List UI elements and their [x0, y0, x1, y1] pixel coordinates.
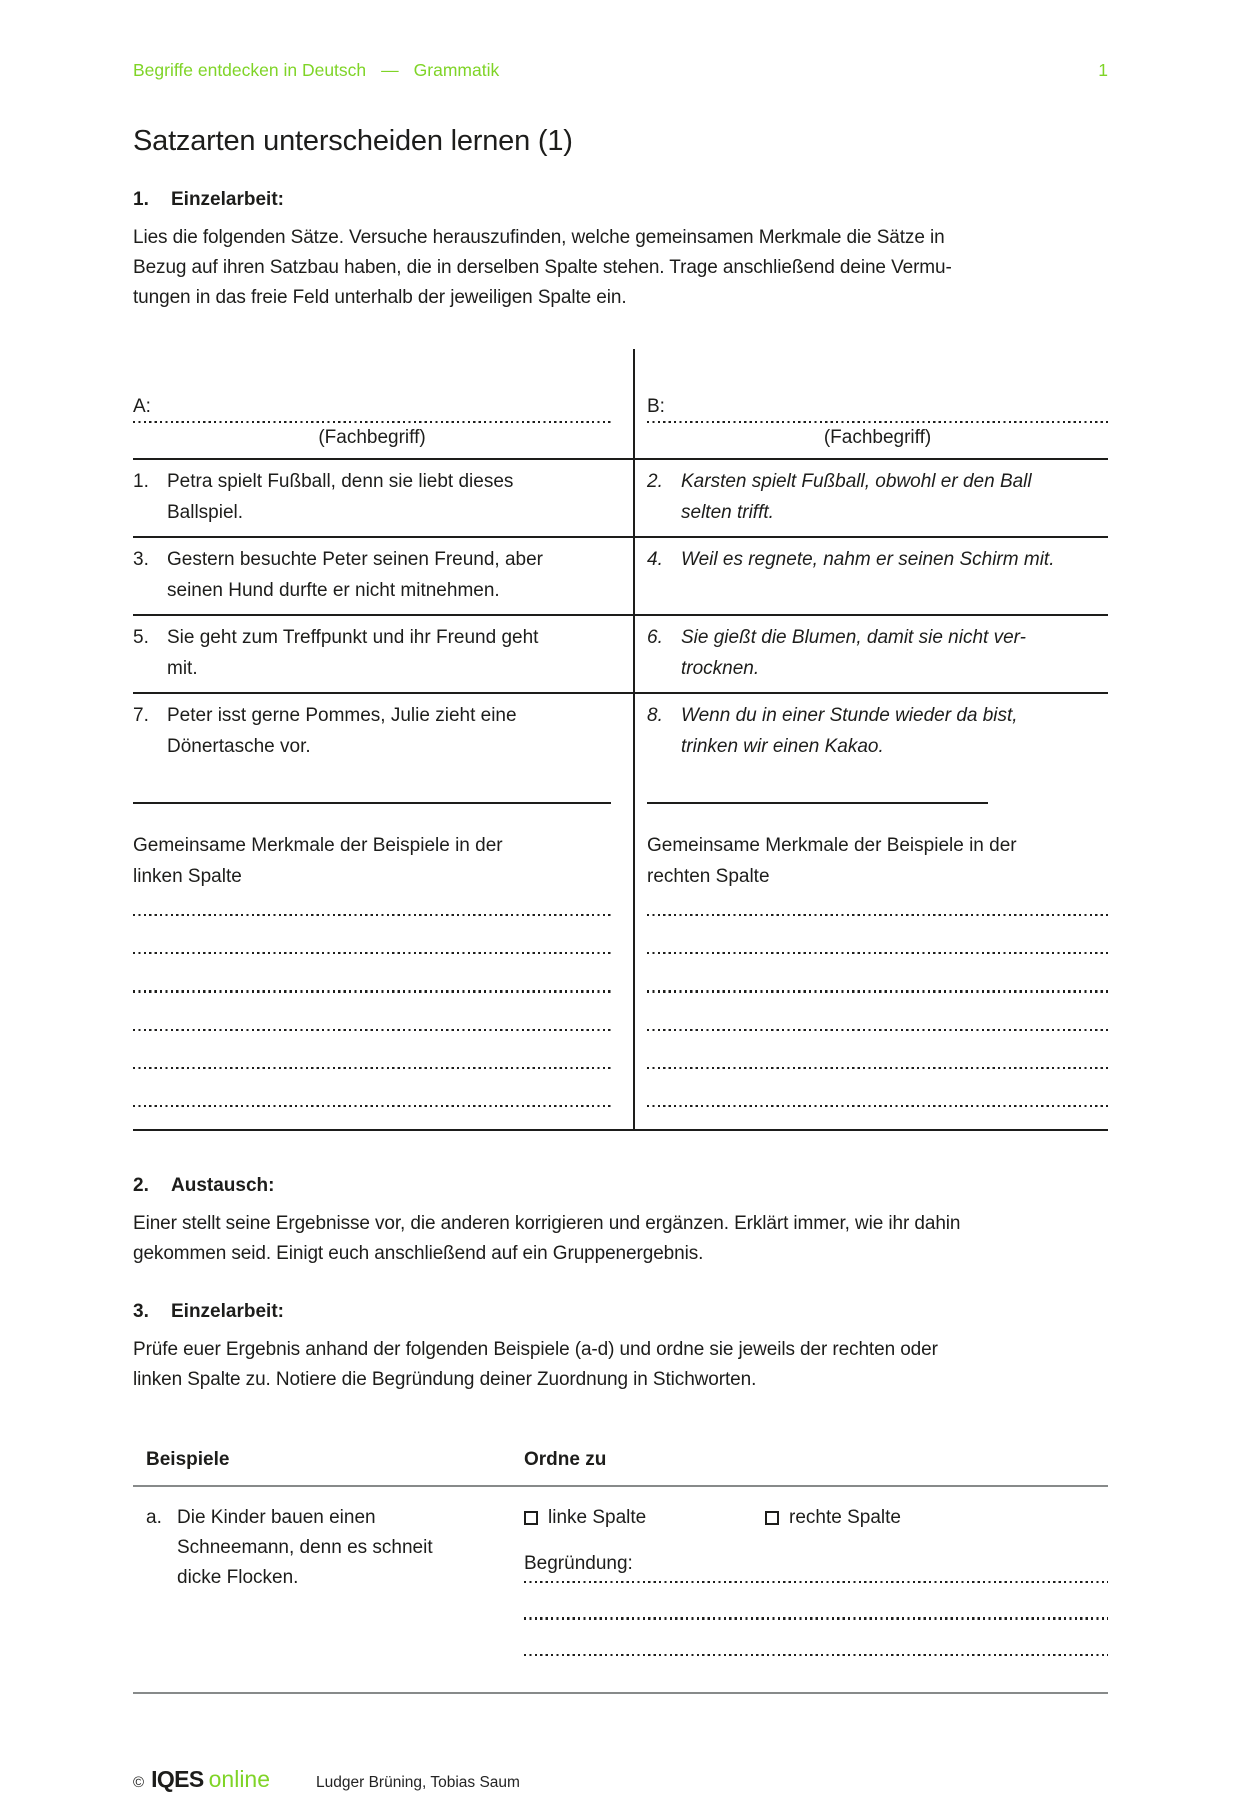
- writing-area-left: [133, 898, 633, 1129]
- merkmale-heading-left: [133, 810, 633, 898]
- begruendung-label: Begründung:: [524, 1553, 633, 1575]
- column-b-header: [633, 349, 1108, 423]
- copyright-symbol: ©: [133, 1773, 145, 1791]
- authors: Ludger Brüning, Tobias Saum: [316, 1773, 520, 1791]
- writing-line: [647, 990, 1108, 992]
- text-line: linken Spalte zu. Notiere die Begründung deiner Zuordnung in Stichworten.: [133, 1369, 757, 1391]
- text-line: Karsten spielt Fußball, obwohl er den Ball: [681, 471, 1032, 492]
- sentence-text: [681, 700, 1108, 762]
- task-2-heading: [133, 1171, 1108, 1201]
- text-line: Gemeinsame Merkmale der Beispiele in der: [647, 835, 1017, 856]
- sentence-row: [133, 694, 1108, 792]
- iqes-logo: IQES: [151, 1765, 204, 1792]
- task-label: Einzelarbeit:: [171, 189, 284, 210]
- writing-area-row: [133, 898, 1108, 1129]
- text-line: Ballspiel.: [167, 502, 244, 523]
- sentence-text: [681, 622, 1108, 684]
- writing-line: [133, 990, 611, 992]
- sentence-cell-left: [133, 538, 633, 614]
- option-linke-spalte[interactable]: [524, 1503, 765, 1533]
- text-line: rechten Spalte: [647, 866, 770, 887]
- sentence-number: 5.: [133, 627, 149, 648]
- text-line: Einer stellt seine Ergebnisse vor, die anderen korrigieren und ergänzen. Erklärt immer, wie ihr dahin: [133, 1213, 961, 1235]
- sentence-text: [681, 466, 1108, 528]
- sentence-cell-right: [633, 538, 1108, 614]
- header-subject: Begriffe entdecken in Deutsch: [133, 60, 367, 80]
- writing-line: [647, 1105, 1108, 1107]
- sentence-cell-right: [633, 694, 1108, 792]
- example-letter: a.: [146, 1507, 162, 1529]
- sentence-number: 4.: [647, 549, 663, 570]
- checkbox-rechte-spalte[interactable]: [765, 1511, 779, 1525]
- fachbegriff-caption-b: (Fachbegriff): [633, 423, 1108, 458]
- header-topic: Grammatik: [413, 60, 500, 80]
- text-line: gekommen seid. Einigt euch anschließend auf ein Gruppenergebnis.: [133, 1243, 704, 1265]
- task-number: 1.: [133, 189, 149, 210]
- text-line: tungen in das freie Feld unterhalb der jeweiligen Spalte ein.: [133, 287, 627, 308]
- begruendung-extra-lines: [524, 1617, 1108, 1655]
- option-rechte-spalte[interactable]: [765, 1503, 901, 1533]
- begruendung-block: [524, 1549, 1108, 1583]
- sentence-row: [133, 460, 1108, 538]
- checkbox-row: [524, 1503, 1108, 1533]
- checkbox-label: linke Spalte: [548, 1507, 647, 1529]
- writing-line: [133, 1029, 611, 1031]
- assignment-table-header: [133, 1447, 1108, 1487]
- merkmale-heading-row: [133, 810, 1108, 898]
- text-line: Wenn du in einer Stunde wieder da bist,: [681, 705, 1018, 726]
- right-separator-line: [647, 802, 988, 804]
- sentence-text: [167, 700, 611, 762]
- sentence-cell-left: [133, 694, 633, 792]
- assignment-row-a: [133, 1487, 1108, 1692]
- iqes-logo-online: online: [208, 1765, 271, 1792]
- text-line: linken Spalte: [133, 866, 242, 887]
- writing-line: [524, 1617, 1108, 1619]
- sentence-row: [133, 616, 1108, 694]
- text-line: Gemeinsame Merkmale der Beispiele in der: [133, 835, 503, 856]
- text-line: seinen Hund durfte er nicht mitnehmen.: [167, 580, 500, 601]
- sentence-number: 2.: [647, 471, 663, 492]
- writing-line: [647, 952, 1108, 954]
- compare-table: [133, 349, 1108, 1131]
- task-3-heading: [133, 1297, 1108, 1327]
- fachbegriff-caption-a: (Fachbegriff): [318, 427, 426, 448]
- separator-row: [133, 792, 1108, 810]
- text-line: Weil es regnete, nahm er seinen Schirm mit.: [681, 549, 1055, 570]
- sentence-cell-right: [633, 460, 1108, 536]
- sentence-rows: [133, 460, 1108, 792]
- assignment-answer-area: [524, 1503, 1108, 1656]
- text-line: Lies die folgenden Sätze. Versuche herauszufinden, welche gemeinsamen Merkmale die Sätze in: [133, 227, 945, 248]
- header-dash: —: [381, 60, 399, 80]
- column-a-header: [133, 349, 633, 423]
- sentence-text: [681, 544, 1108, 606]
- text-line: Peter isst gerne Pommes, Julie zieht eine: [167, 705, 517, 726]
- column-b-label: B:: [647, 395, 665, 417]
- writing-line: [647, 914, 1108, 916]
- column-a-label: A:: [133, 395, 151, 417]
- text-line: Sie gießt die Blumen, damit sie nicht ver-: [681, 627, 1026, 648]
- text-line: Gestern besuchte Peter seinen Freund, aber: [167, 549, 544, 570]
- text-line: trocknen.: [681, 658, 760, 679]
- writing-line: [133, 952, 611, 954]
- task-1-heading: [133, 185, 1108, 215]
- writing-line: [133, 1105, 611, 1107]
- text-line: dicke Flocken.: [177, 1567, 299, 1589]
- task-1-instructions: [133, 223, 1108, 313]
- examples-column-header: Beispiele: [146, 1449, 230, 1471]
- text-line: Die Kinder bauen einen: [177, 1507, 376, 1529]
- text-line: Schneemann, denn es schneit: [177, 1537, 433, 1559]
- worksheet-title: Satzarten unterscheiden lernen (1): [133, 125, 573, 157]
- sentence-text: [167, 466, 611, 528]
- task-number: 3.: [133, 1301, 149, 1323]
- text-line: Dönertasche vor.: [167, 736, 311, 757]
- header-course-title: [133, 60, 499, 81]
- text-line: Prüfe euer Ergebnis anhand der folgenden Beispiele (a-d) und ordne sie jeweils der rechten oder: [133, 1339, 938, 1361]
- assign-column-header: Ordne zu: [524, 1449, 607, 1471]
- sentence-number: 7.: [133, 705, 149, 726]
- text-line: Bezug auf ihren Satzbau haben, die in derselben Spalte stehen. Trage anschließend deine Vermu-: [133, 257, 952, 278]
- left-separator-line: [133, 802, 611, 804]
- sentence-row: [133, 538, 1108, 616]
- sentence-text: [167, 622, 611, 684]
- sentence-number: 3.: [133, 549, 149, 570]
- begruendung-line: [524, 1581, 1108, 1583]
- checkbox-linke-spalte[interactable]: [524, 1511, 538, 1525]
- sentence-cell-left: [133, 460, 633, 536]
- sentence-number: 8.: [647, 705, 663, 726]
- example-text: [177, 1503, 433, 1656]
- writing-line: [647, 1067, 1108, 1069]
- task-label: Einzelarbeit:: [171, 1301, 284, 1323]
- text-line: Sie geht zum Treffpunkt und ihr Freund geht: [167, 627, 539, 648]
- page-footer: [133, 1766, 1108, 1793]
- text-line: Petra spielt Fußball, denn sie liebt dieses: [167, 471, 514, 492]
- worksheet-page: [133, 0, 1108, 1793]
- writing-line: [524, 1654, 1108, 1656]
- writing-line: [647, 1029, 1108, 1031]
- text-line: mit.: [167, 658, 198, 679]
- writing-line: [133, 914, 611, 916]
- merkmale-heading-right: [633, 810, 1108, 898]
- sentence-number: 1.: [133, 471, 149, 492]
- task-number: 2.: [133, 1175, 149, 1197]
- sentence-cell-right: [633, 616, 1108, 692]
- task-3-instructions: [133, 1335, 1108, 1395]
- text-line: selten trifft.: [681, 502, 774, 523]
- assignment-table: [133, 1447, 1108, 1694]
- text-line: trinken wir einen Kakao.: [681, 736, 884, 757]
- page-header: [133, 60, 1108, 81]
- writing-area-right: [633, 898, 1108, 1129]
- writing-line: [133, 1067, 611, 1069]
- task-2-instructions: [133, 1209, 1108, 1269]
- fachbegriff-row: [133, 423, 1108, 460]
- example-a: [146, 1503, 524, 1656]
- checkbox-label: rechte Spalte: [789, 1507, 901, 1529]
- task-label: Austausch:: [171, 1175, 275, 1197]
- column-label-row: [133, 349, 1108, 423]
- sentence-text: [167, 544, 611, 606]
- sentence-number: 6.: [647, 627, 663, 648]
- sentence-cell-left: [133, 616, 633, 692]
- page-number: 1: [1098, 60, 1108, 80]
